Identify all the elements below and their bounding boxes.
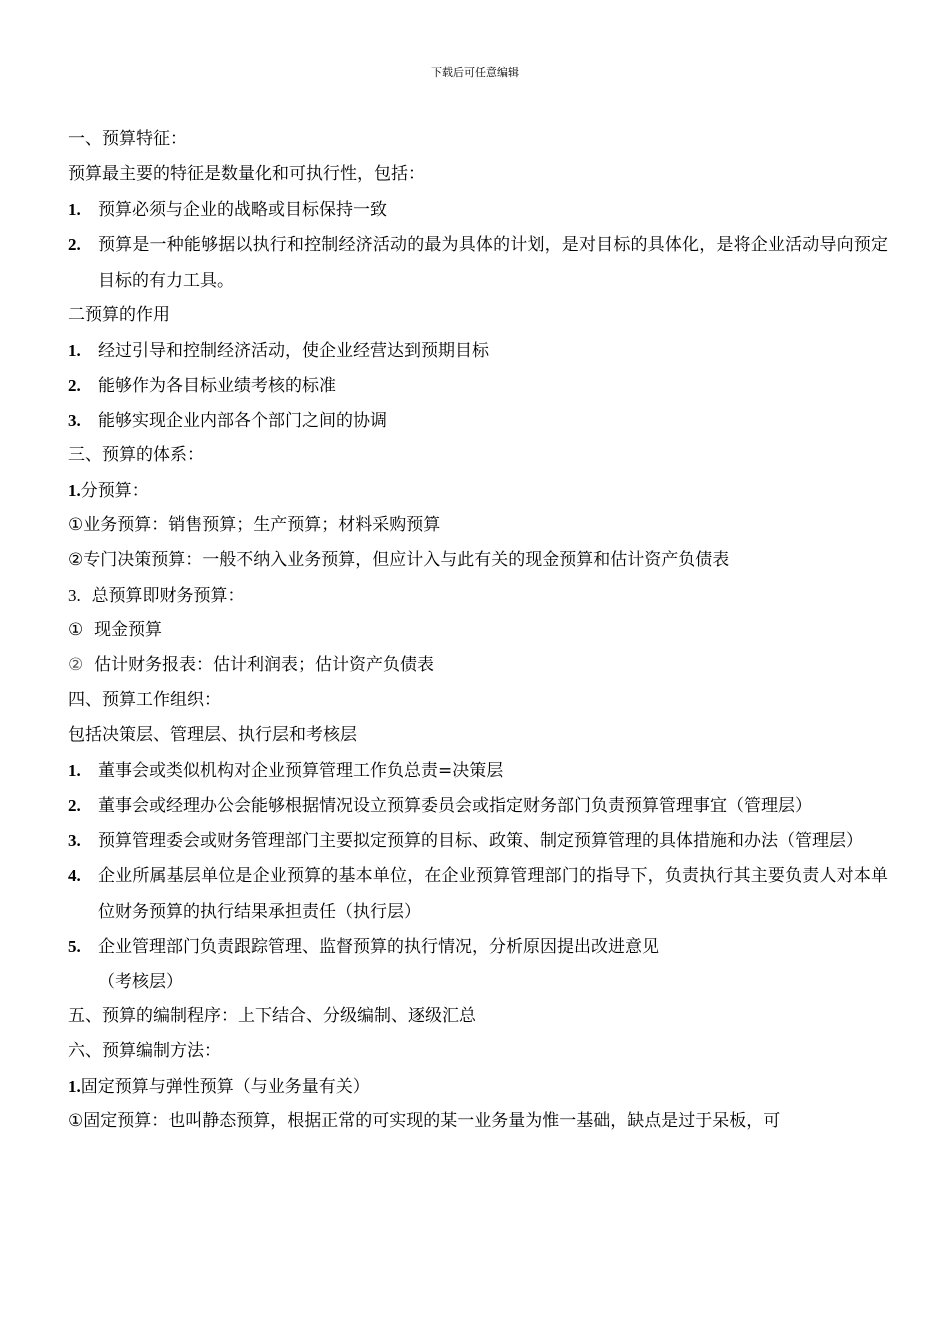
item-text: 估计财务报表：估计利润表；估计资产负债表 <box>94 655 435 675</box>
list-text: 预算是一种能够据以执行和控制经济活动的最为具体的计划，是对目标的具体化，是将企业活动导向预定目标的有力工具。 <box>98 235 888 291</box>
subsection-number: 1. <box>68 481 81 500</box>
document-body <box>68 122 888 1139</box>
section-title-budget-methods: 六、预算编制方法： <box>68 1041 221 1061</box>
circled-mark: ① <box>68 620 84 640</box>
list-item <box>68 368 888 404</box>
subsection-number: 1. <box>68 1077 81 1096</box>
paragraph-budget-features-intro: 预算最主要的特征是数量化和可执行性，包括： <box>68 164 425 184</box>
list-item <box>68 227 888 299</box>
list-number: 2. <box>68 796 81 815</box>
list-item <box>68 788 888 824</box>
section-title-budget-procedure: 五、预算的编制程序：上下结合、分级编制、逐级汇总 <box>68 1006 476 1026</box>
list-text: 能够实现企业内部各个部门之间的协调 <box>98 411 387 431</box>
section-title-budget-role: 二预算的作用 <box>68 305 170 325</box>
list-number: 3. <box>68 411 81 430</box>
subsection-label: 总预算即财务预算： <box>91 586 245 606</box>
list-text: （考核层） <box>98 972 183 992</box>
paragraph-organization-intro: 包括决策层、管理层、执行层和考核层 <box>68 725 357 745</box>
list-text: 预算必须与企业的战略或目标保持一致 <box>98 200 387 220</box>
list-number: 1. <box>68 200 81 219</box>
paragraph-estimated-statements <box>68 648 888 683</box>
subsection-number: 3. <box>68 586 81 605</box>
list-item <box>68 192 888 228</box>
list-item <box>68 403 888 439</box>
list-number: 4. <box>68 866 81 885</box>
list-item <box>68 858 888 930</box>
list-number: 5. <box>68 937 81 956</box>
paragraph-special-decision-budget: ②专门决策预算：一般不纳入业务预算，但应计入与此有关的现金预算和估计资产负债表 <box>68 550 730 570</box>
list-item <box>68 823 888 859</box>
list-text: 预算管理委会或财务管理部门主要拟定预算的目标、政策、制定预算管理的具体措施和办法（管理层） <box>98 831 863 851</box>
list-item-continuation <box>68 964 888 1000</box>
section-title-budget-features: 一、预算特征： <box>68 129 187 149</box>
list-number: 1. <box>68 761 81 780</box>
subsection-fixed-flexible <box>68 1069 888 1104</box>
list-text: 董事会或类似机构对企业预算管理工作负总责=决策层 <box>98 761 504 781</box>
list-number: 2. <box>68 235 81 254</box>
item-text: 现金预算 <box>94 620 163 640</box>
list-text: 经过引导和控制经济活动，使企业经营达到预期目标 <box>98 341 489 361</box>
list-item <box>68 929 888 965</box>
list-text: 企业所属基层单位是企业预算的基本单位，在企业预算管理部门的指导下，负责执行其主要负责人对本单位财务预算的执行结果承担责任（执行层） <box>98 866 888 922</box>
paragraph-cash-budget <box>68 613 888 648</box>
list-item <box>68 753 888 789</box>
subsection-total-budget <box>68 578 888 613</box>
list-item <box>68 333 888 369</box>
circled-mark: ② <box>68 655 84 675</box>
section-title-budget-organization: 四、预算工作组织： <box>68 690 221 710</box>
paragraph-fixed-budget: ①固定预算：也叫静态预算，根据正常的可实现的某一业务量为惟一基础，缺点是过于呆板，可 <box>68 1111 781 1131</box>
list-number: 2. <box>68 376 81 395</box>
list-text: 能够作为各目标业绩考核的标准 <box>98 376 336 396</box>
list-number: 3. <box>68 831 81 850</box>
subsection-label: 固定预算与弹性预算（与业务量有关） <box>80 1077 370 1097</box>
subsection-sub-budget <box>68 473 888 508</box>
section-title-budget-system: 三、预算的体系： <box>68 445 204 465</box>
list-text: 企业管理部门负责跟踪管理、监督预算的执行情况，分析原因提出改进意见 <box>98 937 659 957</box>
paragraph-business-budget: ①业务预算：销售预算；生产预算；材料采购预算 <box>68 515 441 535</box>
page-header: 下载后可任意编辑 <box>431 66 519 79</box>
subsection-label: 分预算： <box>80 481 149 501</box>
list-text: 董事会或经理办公会能够根据情况设立预算委员会或指定财务部门负责预算管理事宜（管理层） <box>98 796 812 816</box>
list-number: 1. <box>68 341 81 360</box>
